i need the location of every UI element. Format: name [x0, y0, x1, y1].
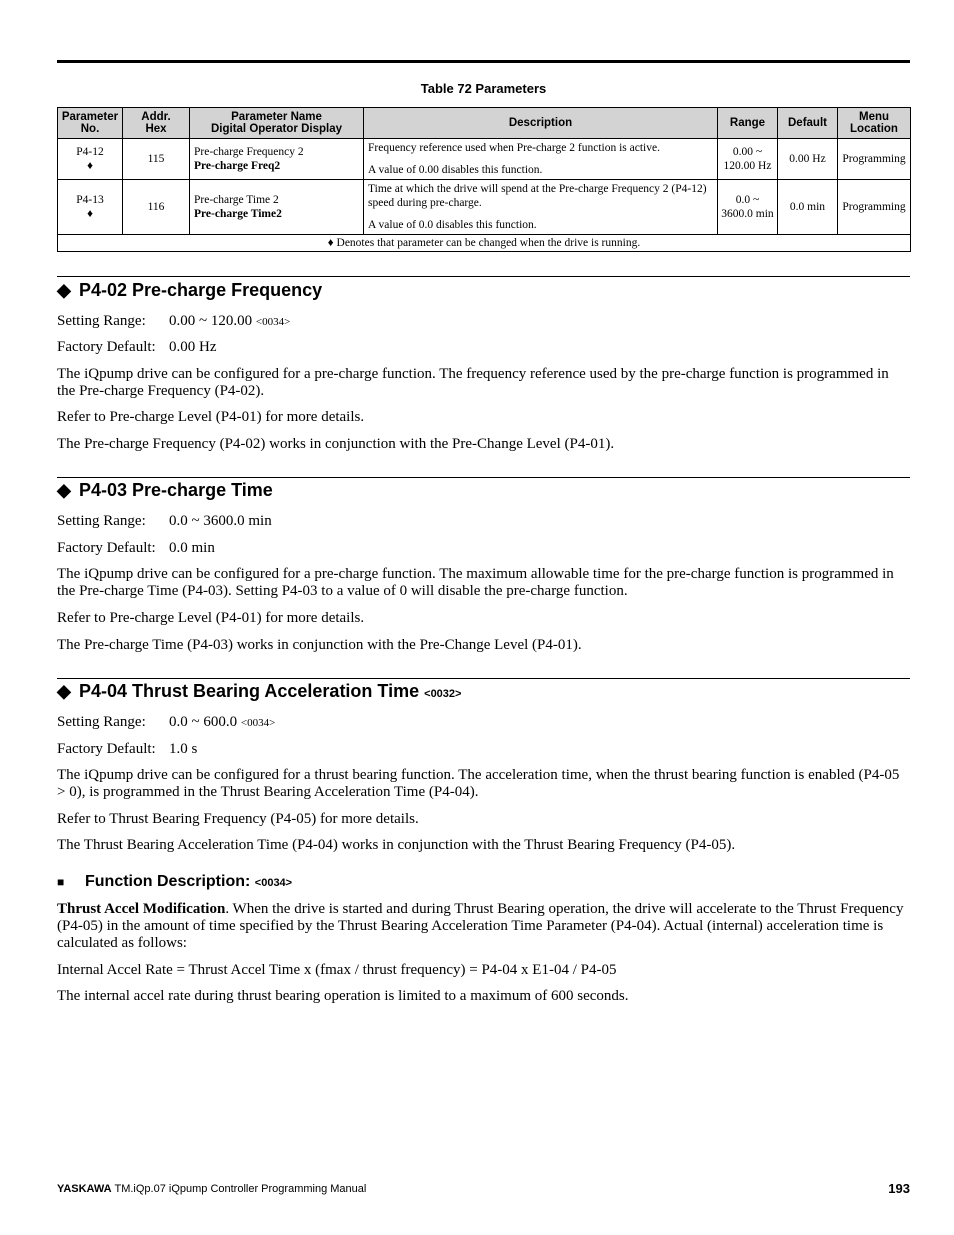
header-param-no: Parameter No.	[58, 108, 123, 139]
setting-range-p4-03: Setting Range: 0.0 ~ 3600.0 min	[57, 513, 272, 529]
cell-range: 0.00 ~ 120.00 Hz	[718, 139, 778, 180]
cell-name: Pre-charge Frequency 2 Pre-charge Freq2	[190, 139, 364, 180]
cell-menu: Programming	[838, 139, 911, 180]
cell-param: P4-13 ♦	[58, 180, 123, 235]
table-row	[58, 139, 911, 180]
paragraph: The internal accel rate during thrust bearing operation is limited to a maximum of 600 seconds.	[57, 988, 629, 1004]
header-name: Parameter Name Digital Operator Display	[190, 108, 364, 139]
factory-default-p4-04: Factory Default: 1.0 s	[57, 741, 198, 757]
section-rule	[57, 678, 910, 679]
parameters-table	[57, 107, 911, 252]
page-number: 193	[888, 1181, 910, 1196]
top-rule	[57, 60, 910, 63]
cell-default: 0.00 Hz	[778, 139, 838, 180]
paragraph: Refer to Thrust Bearing Frequency (P4-05) for more details.	[57, 811, 419, 827]
section-rule	[57, 477, 910, 478]
function-description-heading: ■ Function Description: <0034>	[57, 873, 293, 890]
paragraph: The Pre-charge Time (P4-03) works in conjunction with the Pre-Change Level (P4-01).	[57, 637, 582, 653]
setting-range-p4-04: Setting Range: 0.0 ~ 600.0 <0034>	[57, 714, 276, 730]
paragraph: Thrust Accel Modification. When the drive is started and during Thrust Bearing operation, the drive will accelerate to the Thrust Frequency (P4-05) in the amount of time specified by the Thrust Bearing Acceleration Time Parameter (P4-04). Actual (internal) acceleration time is calculated as follows:	[57, 901, 904, 951]
cell-name: Pre-charge Time 2 Pre-charge Time2	[190, 180, 364, 235]
header-menu: Menu Location	[838, 108, 911, 139]
table-header-row	[58, 108, 911, 139]
paragraph: The Pre-charge Frequency (P4-02) works in conjunction with the Pre-Change Level (P4-01).	[57, 436, 615, 452]
header-default: Default	[778, 108, 838, 139]
setting-range-p4-02: Setting Range: 0.00 ~ 120.00 <0034>	[57, 313, 291, 329]
brand-name: YASKAWA	[57, 1183, 112, 1195]
paragraph: The iQpump drive can be configured for a pre-charge function. The maximum allowable time for the pre-charge function is programmed in the Pre-charge Time (P4-03). Setting P4-03 to a value of 0 will disable the pre-charge function.	[57, 566, 894, 599]
cell-description: Frequency reference used when Pre-charge 2 function is active. A value of 0.00 disables this function.	[364, 139, 718, 180]
header-description: Description	[364, 108, 718, 139]
paragraph: The iQpump drive can be configured for a pre-charge function. The frequency reference used by the pre-charge function is programmed in the Pre-charge Frequency (P4-02).	[57, 366, 889, 399]
cell-description: Time at which the drive will spend at the Pre-charge Frequency 2 (P4-12) speed during pre-charge. A value of 0.0 disables this function.	[364, 180, 718, 235]
runtime-changeable-icon: ♦	[87, 160, 93, 172]
cell-menu: Programming	[838, 180, 911, 235]
section-heading-p4-04: ◆ P4-04 Thrust Bearing Acceleration Time <0032>	[57, 681, 462, 701]
section-rule	[57, 276, 910, 277]
runtime-changeable-icon: ♦	[87, 208, 93, 220]
paragraph: The iQpump drive can be configured for a thrust bearing function. The acceleration time, when the thrust bearing function is enabled (P4-05 > 0), is programmed in the Thrust Bearing Acceleration Time (P4-04).	[57, 767, 900, 800]
table-row	[58, 180, 911, 235]
paragraph: The Thrust Bearing Acceleration Time (P4-04) works in conjunction with the Thrust Bearing Frequency (P4-05).	[57, 837, 736, 853]
table-note: ♦ Denotes that parameter can be changed when the drive is running.	[58, 235, 911, 252]
paragraph: Refer to Pre-charge Level (P4-01) for more details.	[57, 409, 365, 425]
cell-default: 0.0 min	[778, 180, 838, 235]
diamond-icon: ◆	[57, 280, 71, 300]
table-caption: Table 72 Parameters	[420, 81, 547, 96]
cell-param: P4-12 ♦	[58, 139, 123, 180]
paragraph: Refer to Pre-charge Level (P4-01) for more details.	[57, 610, 365, 626]
formula-paragraph: Internal Accel Rate = Thrust Accel Time x (fmax / thrust frequency) = P4-04 x E1-04 / P4-05	[57, 962, 617, 978]
cell-range: 0.0 ~ 3600.0 min	[718, 180, 778, 235]
cell-addr: 116	[123, 180, 190, 235]
section-heading-p4-03: ◆ P4-03 Pre-charge Time	[57, 480, 273, 500]
factory-default-p4-03: Factory Default: 0.0 min	[57, 540, 215, 556]
factory-default-p4-02: Factory Default: 0.00 Hz	[57, 339, 217, 355]
diamond-icon: ◆	[57, 681, 71, 701]
header-range: Range	[718, 108, 778, 139]
header-addr: Addr. Hex	[123, 108, 190, 139]
footer-manual-title: YASKAWA TM.iQp.07 iQpump Controller Programming Manual	[57, 1183, 367, 1195]
cell-addr: 115	[123, 139, 190, 180]
diamond-icon: ◆	[57, 480, 71, 500]
table-note-row	[58, 235, 911, 252]
section-heading-p4-02: ◆ P4-02 Pre-charge Frequency	[57, 280, 323, 300]
square-bullet-icon: ■	[57, 875, 65, 889]
